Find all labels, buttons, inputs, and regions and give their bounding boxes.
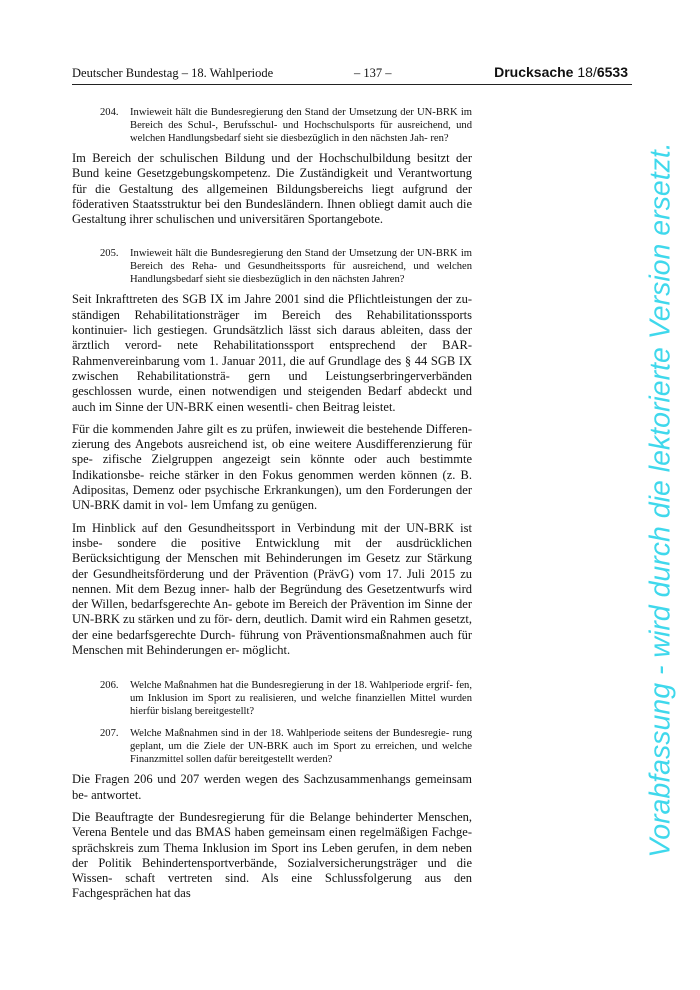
question-line: fen, um Inklusion im Sport zu realisieren, und welche finanziellen Mittel [130, 680, 472, 705]
answer-line: schaft vertreten sind. Als eine Schlussfolgerung aus den Fachgesprächen hat das [72, 871, 473, 901]
question-number: 207. [100, 728, 119, 740]
answer-line: keine Gesetzgebungskompetenz. Die Zuständigkeit und Verantwortung für die [72, 166, 472, 196]
header-rule [72, 84, 632, 85]
question-line: im Bereich des Reha- und Gesundheitssports für ausreichend, und welchen [130, 248, 472, 273]
answer-line: Staatsstruktur bei den Bundesländern. Ihnen obliegt damit auch die Gestaltung [72, 196, 473, 227]
answer-205-paragraph-2 [72, 422, 472, 514]
answer-line: Politik Behindertensportverbände, Sozialversicherungsträger und die Wissen- [72, 855, 473, 886]
question-line: und welchen Handlungsbedarf sieht sie diesbezüglich in den nächsten Jah- [130, 120, 472, 144]
answer-line: dern, deutlich. Damit wird ein Rahmen gesetzt, der eine bedarfsgerechte Durch- [72, 612, 472, 642]
answer-line: oder psychische Erkrankungen), um den Forderungen der UN-BRK damit in vol- [72, 483, 472, 513]
question-number: 204. [100, 107, 119, 118]
document-label: Drucksache [494, 64, 574, 80]
answer-line: antwortet. [91, 787, 142, 802]
answer-line: sondere die positive Entwicklung mit der ausdrücklichen Berücksichtigung der [72, 535, 473, 566]
question-204 [72, 106, 472, 145]
answer-line: Für die kommenden Jahre gilt es zu prüfen, inwieweit die bestehende Differen- [72, 421, 472, 436]
answer-line: und der Prävention (PrävG) vom 17. Juli 2015 zu nennen. Mit dem Bezug inner- [72, 566, 473, 596]
answer-205-paragraph-3 [72, 521, 472, 659]
question-line: Welche Maßnahmen sind in der 18. Wahlperiode seitens der Bundesregie- [130, 728, 450, 740]
question-line: Welche Maßnahmen hat die Bundesregierung in der 18. Wahlperiode ergrif- [130, 680, 454, 692]
answer-line: nete Rehabilitationssport entsprechend der BAR-Rahmenvereinbarung vom [72, 338, 472, 368]
answer-line: ihrer schulischen und universitären Sportangebote. [129, 212, 384, 227]
question-line: im Bereich des Schul-, Berufsschul- und Hochschulsports für ausreichend, [130, 107, 472, 131]
answer-206-207-paragraph-1 [72, 772, 472, 803]
question-205 [72, 247, 472, 286]
answer-line: sprächskreis zum Thema Inklusion im Sport ins Leben gerufen, in dem neben der [72, 840, 472, 870]
document-number-prefix: 18/ [577, 64, 597, 80]
question-line: ren? [430, 133, 449, 144]
answer-line: lich gestiegen. Grundsätzlich lässt sich daraus ableiten, dass der ärztlich verord- [72, 323, 472, 353]
page-header [72, 64, 630, 86]
draft-watermark: Vorabfassung - wird durch die lektorierte Version ersetzt. [644, 142, 677, 858]
answer-line: Die Fragen 206 und 207 werden wegen des Sachzusammenhangs gemeinsam be- [72, 772, 472, 802]
answer-line: gern und Leistungserbringerverbänden geschlossen wurde, einen notwendigen [72, 368, 473, 399]
question-line: rung geplant, um die Ziele der UN-BRK auch im Sport zu erreichen, und [130, 728, 472, 753]
question-line: wurden hierfür bislang bereitgestellt? [130, 693, 472, 718]
question-206 [72, 679, 472, 718]
header-parliament: Deutscher Bundestag – 18. Wahlperiode [72, 66, 274, 80]
answer-line: zifische Zielgruppen angezeigt sein könnte oder auch bestimmte Indikationsbe- [72, 452, 473, 482]
answer-206-207-paragraph-2 [72, 810, 472, 902]
answer-line: gebote im Bereich der Prävention im Sinne der UN-BRK zu stärken und zu för- [72, 597, 472, 627]
answer-line: reiche stärker in den Fokus genommen werden können (z. B. Adipositas, Demenz [72, 467, 472, 498]
answer-line: Seit Inkrafttreten des SGB IX im Jahre 2001 sind die Pflichtleistungen der zu- [72, 292, 472, 307]
question-line: Inwieweit hält die Bundesregierung den Stand der Umsetzung der UN-BRK [130, 107, 458, 118]
answer-line: halb der Begründung des Gesetzentwurfs wird der Willen, bedarfsgerechte An- [72, 581, 472, 612]
page-body [72, 106, 472, 902]
question-207 [72, 727, 472, 766]
answer-line: lem Umfang zu genügen. [190, 498, 318, 513]
answer-line: Im Hinblick auf den Gesundheitssport in Verbindung mit der UN-BRK ist insbe- [72, 520, 472, 550]
document-number [494, 64, 628, 80]
answer-line: ständigen Rehabilitationsträger im Bereich des Rehabilitationssports kontinuier- [72, 307, 472, 338]
question-number: 206. [100, 680, 119, 692]
answer-204 [72, 151, 472, 227]
document-number-bold: 6533 [596, 64, 628, 80]
answer-line: chen Beitrag leistet. [295, 399, 396, 414]
question-line: Handlungsbedarf sieht sie diesbezüglich in den nächsten Jahren? [130, 274, 405, 286]
answer-205-paragraph-1 [72, 292, 472, 414]
answer-line: zierung des Angebots ausreichend ist, ob eine weitere Ausdifferenzierung für spe- [72, 437, 472, 467]
answer-line: Im Bereich der schulischen Bildung und der Hochschulbildung besitzt der Bund [72, 151, 472, 181]
answer-line: führung von Präventionsmaßnahmen auch für Menschen mit Behinderungen er- [72, 627, 473, 658]
page-number: – 137 – [354, 66, 392, 80]
answer-line: Die Beauftragte der Bundesregierung für die Belange behinderter Menschen, [72, 809, 472, 824]
question-line: Inwieweit hält die Bundesregierung den Stand der Umsetzung der UN-BRK [130, 248, 458, 260]
answer-line: Gestaltung des allgemeinen Bildungsbereichs liegt aufgrund der föderativen [72, 181, 473, 211]
answer-line: und steigenden Bedarf abdeckt und auch im Sinne der UN-BRK einen wesentli- [72, 384, 473, 414]
question-line: welche Finanzmittel sollen dafür bereitgestellt werden? [130, 741, 472, 766]
answer-line: 1. Januar 2011, die auf Grundlage des § 44 SGB IX zwischen Rehabilitationsträ- [72, 353, 473, 383]
question-number: 205. [100, 248, 119, 260]
answer-line: Menschen mit Behinderungen im Gesetz zur Stärkung der Gesundheitsförderung [72, 551, 473, 581]
answer-line: Verena Bentele und das BMAS haben gemeinsam einen regelmäßigen Fachge- [72, 825, 472, 840]
answer-line: möglicht. [242, 643, 291, 658]
